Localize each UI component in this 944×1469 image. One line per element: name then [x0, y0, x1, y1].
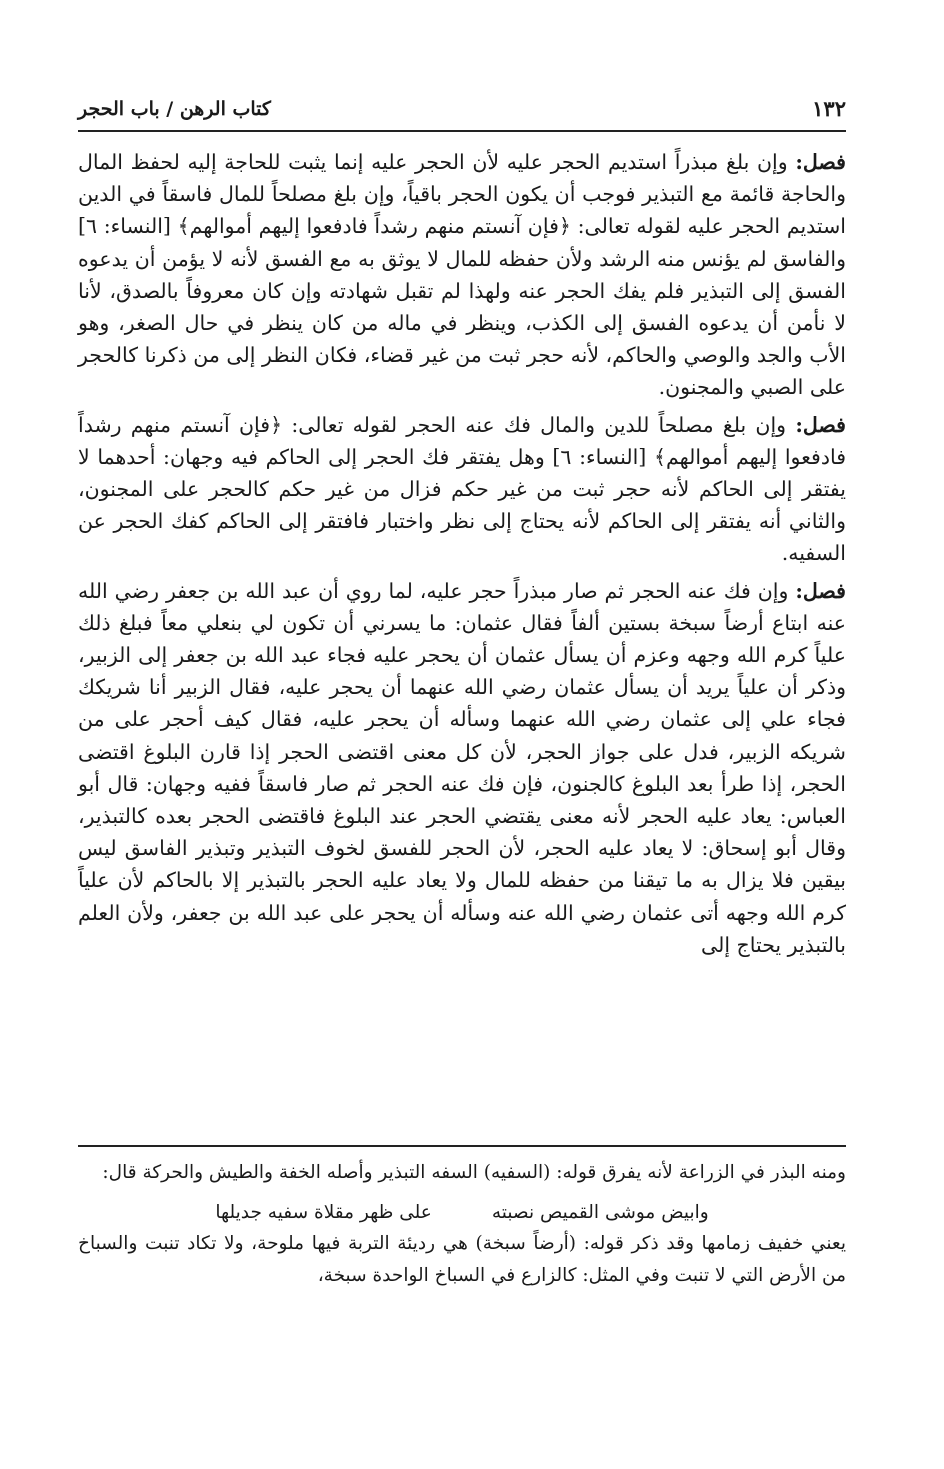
footnotes: [78, 1157, 846, 1291]
section-label: فصل:: [795, 412, 846, 437]
paragraph-text: وإن بلغ مصلحاً للدين والمال فك عنه الحجر لقوله تعالى: ﴿فإن آنستم منهم رشداً فادفعوا إليهم أموالهم﴾ [النساء: ٦] وهل يفتقر فك الحجر إلى الحاكم فيه وجهان: أحدهما لا يفتقر إلى الحاكم لأنه حجر ثبت من غير حكم فزال من غير حكم كالحجر على المجنون، والثاني أنه يفتقر إلى الحاكم لأنه يحتاج إلى نظر واختبار فافتقر إلى الحاكم كفك الحجر عن السفيه.: [78, 412, 846, 566]
footnote-line: يعني خفيف زمامها وقد ذكر قوله: (أرضاً سبخة) هي رديئة التربة فيها ملوحة، ولا تكاد تنبت والسباخ من الأرض التي لا تنبت وفي المثل: كالزارع في السباخ الواحدة سبخة،: [78, 1233, 846, 1286]
section-label: فصل:: [795, 150, 846, 174]
page-number: ١٣٢: [812, 96, 846, 121]
paragraph: [78, 146, 846, 404]
page-header: [78, 96, 846, 132]
paragraph-text: وإن فك عنه الحجر ثم صار مبذراً حجر عليه، لما روي أن عبد الله بن جعفر رضي الله عنه ابتاع أرضاً سبخة بستين ألفاً فقال عثمان: ما يسرني أن تكون لي بنعلي معاً فبلغ ذلك علياً كرم الله وجهه وعزم أن يسأل عثمان أن يحجر عليه فجاء عبد الله بن جعفر إلى الزبير، وذكر أن علياً يريد أن يسأل عثمان رضي الله عنهما أن يحجر عليه، فقال الزبير أنا شريكك فجاء علي إلى عثمان رضي الله عنهما وسأله أن يحجر عليه، فقال كيف أحجر على من شريكه الزبير، فدل على جواز الحجر، لأن كل معنى اقتضى الحجر إذا قارن البلوغ اقتضى الحجر، إذا طرأ بعد البلوغ كالجنون، فإن فك عنه الحجر ثم صار فاسقاً ففيه وجهان: قال أبو العباس: يعاد عليه الحجر لأنه معنى يقتضي الحجر عند البلوغ فاقتضى الحجر بعده كالتبذير، وقال أبو إسحاق: لا يعاد عليه الحجر، لأن الحجر للفسق لخوف التبذير وتبذير الفاسق ليس بيقين فلا يزال به ما تيقنا من حفظه للمال ولا يعاد عليه الحجر بالتبذير إلا بالحاكم لأن علياً كرم الله وجهه أتى عثمان رضي الله عنه وسأله أن يحجر على عبد الله بن جعفر، ولأن العلم بالتبذير يحتاج إلى: [78, 578, 846, 957]
main-text: [78, 146, 846, 966]
paragraph: [78, 409, 846, 570]
footnote-divider: [78, 1145, 846, 1147]
verse-second-hemistich: على ظهر مقلاة سفيه جديلها: [215, 1201, 432, 1223]
paragraph: [78, 575, 846, 961]
paragraph-text: وإن بلغ مبذراً استديم الحجر عليه لأن الحجر عليه إنما يثبت للحاجة إليه لحفظ المال والحاجة قائمة مع التبذير فوجب أن يكون الحجر باقياً، وإن بلغ مصلحاً للمال فاسقاً في الدين استديم الحجر عليه لقوله تعالى: ﴿فإن آنستم منهم رشداً فادفعوا إليهم أموالهم﴾ [النساء: ٦] والفاسق لم يؤنس منه الرشد ولأن حفظه للمال لا يوثق به مع الفسق لأنه لا يؤمن أن يدعوه الفسق إلى التبذير فلم يفك الحجر عنه ولهذا لم تقبل شهادته وإن كان معروفاً بالصدق، لأنا لا نأمن أن يدعوه الفسق إلى الكذب، وينظر في ماله من كان ينظر في حال الصغر، وهو الأب والجد والوصي والحاكم، لأنه حجر ثبت من غير قضاء، فكان النظر إلى من ذكرنا كالحجر على الصبي والمجنون.: [78, 150, 846, 400]
running-title: كتاب الرهن / باب الحجر: [78, 98, 271, 120]
footnote-line: ومنه البذر في الزراعة لأنه يفرق قوله: (السفيه) السفه التبذير وأصله الخفة والطيش والحركة قال:: [102, 1162, 846, 1183]
section-label: فصل:: [795, 578, 846, 603]
verse-first-hemistich: وابيض موشى القميص نصبته: [491, 1201, 709, 1223]
poetry-verse: [78, 1197, 846, 1229]
